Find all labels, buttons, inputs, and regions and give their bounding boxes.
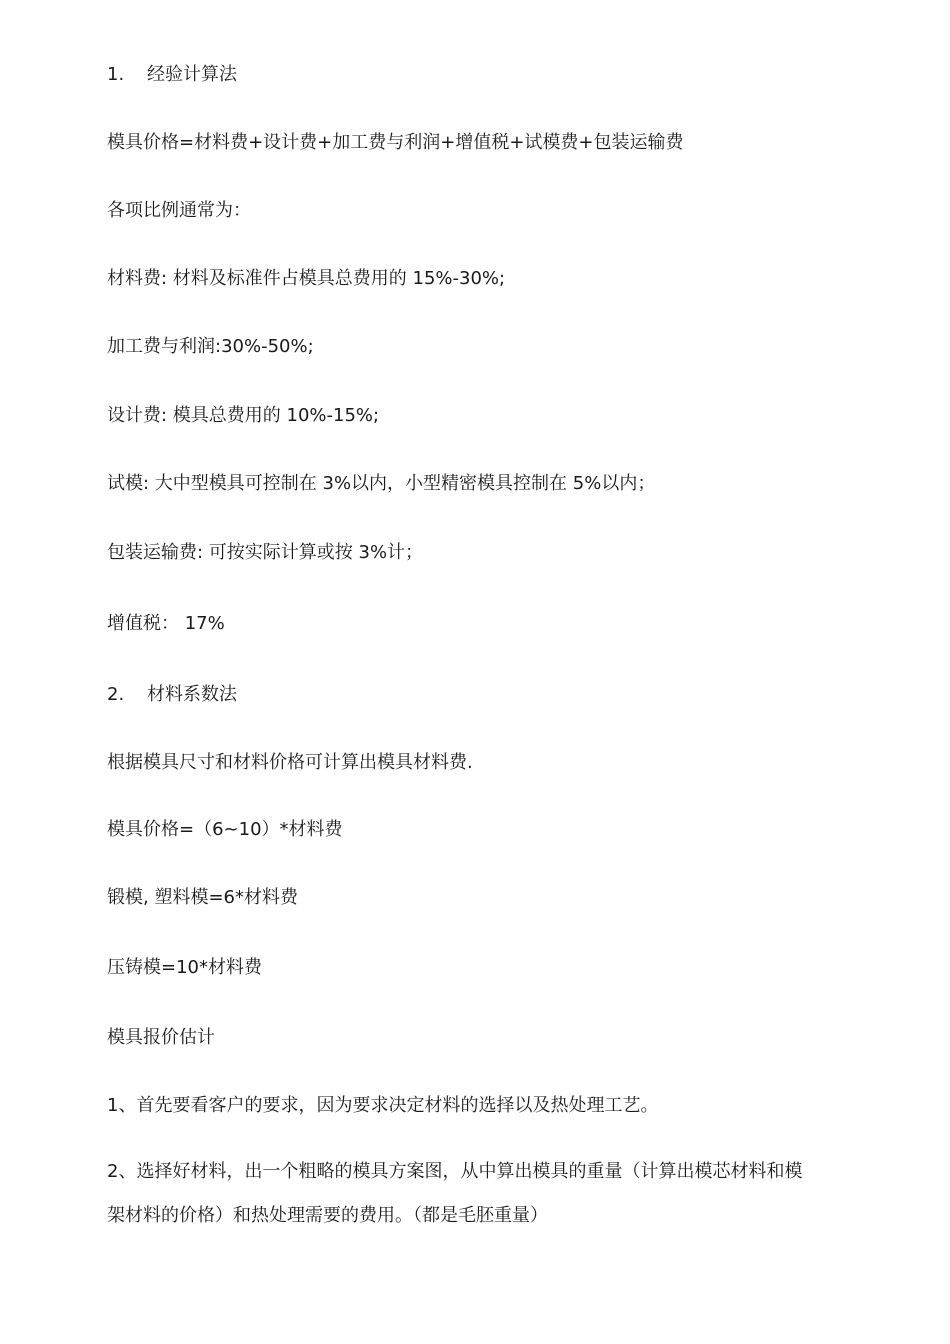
- ratio-intro: 各项比例通常为：: [107, 200, 251, 221]
- coefficient-intro: 根据模具尺寸和材料价格可计算出模具材料费.: [107, 752, 473, 773]
- step-2: 2、选择好材料，出一个粗略的模具方案图，从中算出模具的重量（计算出模芯材料和模架材料的价格）和热处理需要的费用。（都是毛胚重量）: [107, 1161, 803, 1226]
- section-number: 1.: [107, 64, 125, 85]
- step-1: 1、首先要看客户的要求，因为要求决定材料的选择以及热处理工艺。: [107, 1095, 659, 1116]
- processing-cost-line: 加工费与利润:30%-50%;: [107, 336, 314, 357]
- design-cost-line: 设计费: 模具总费用的 10%-15%;: [107, 405, 380, 426]
- section-number: 2.: [107, 684, 125, 705]
- coefficient-formula: 模具价格=（6~10）*材料费: [107, 819, 343, 840]
- material-cost-line: 材料费: 材料及标准件占模具总费用的 15%-30%;: [107, 268, 506, 289]
- section-title: 经验计算法: [147, 64, 237, 85]
- price-formula: 模具价格=材料费+设计费+加工费与利润+增值税+试模费+包装运输费: [107, 132, 684, 153]
- trial-cost-line: 试模: 大中型模具可控制在 3%以内，小型精密模具控制在 5%以内；: [107, 473, 656, 494]
- section-heading-1: [107, 63, 237, 87]
- packaging-cost-line: 包装运输费: 可按实际计算或按 3%计；: [107, 542, 424, 563]
- vat-line: 增值税： 17%: [107, 613, 225, 634]
- estimate-title: 模具报价估计: [107, 1027, 215, 1048]
- section-heading-2: [107, 683, 237, 707]
- diecast-mold-line: 压铸模=10*材料费: [107, 957, 262, 978]
- forging-mold-line: 锻模, 塑料模=6*材料费: [107, 887, 298, 908]
- section-title: 材料系数法: [147, 684, 237, 705]
